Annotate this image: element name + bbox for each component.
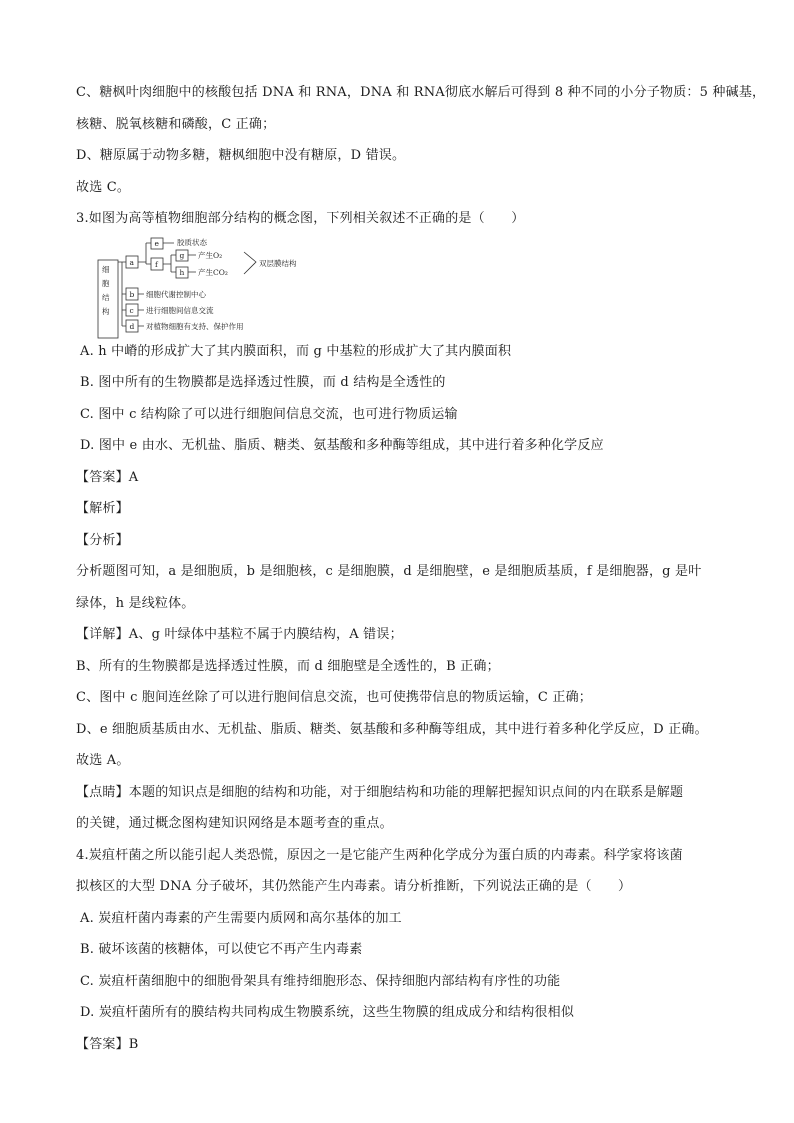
node-f: f <box>155 260 158 269</box>
option-c: C. 图中 c 结构除了可以进行细胞间信息交流，也可进行物质运输 <box>80 407 458 422</box>
node-h: h <box>179 268 185 277</box>
text-line: C、糖枫叶肉细胞中的核酸包括 DNA 和 RNA，DNA 和 RNA彻底水解后可得到 8 种不同的小分子物质：5 种碱基， <box>76 85 766 100</box>
label-b: 细胞代谢控制中心 <box>146 290 206 299</box>
option-d: D. 炭疽杆菌所有的膜结构共同构成生物膜系统，这些生物膜的组成成分和结构很相似 <box>80 1005 575 1020</box>
text-line: 故选 A。 <box>76 753 130 768</box>
root-char: 胞 <box>102 279 110 288</box>
text-line: 绿体，h 是线粒体。 <box>76 596 195 611</box>
label-c: 进行细胞间信息交流 <box>146 306 214 315</box>
analysis-heading: 【解析】 <box>76 501 129 516</box>
text-line: 【点睛】本题的知识点是细胞的结构和功能，对于细胞结构和功能的理解把握知识点间的内在联系是解题 <box>76 785 684 800</box>
node-c: c <box>129 306 134 315</box>
node-d: d <box>129 322 135 331</box>
text-line: 分析题图可知，a 是细胞质，b 是细胞核，c 是细胞膜，d 是细胞壁，e 是细胞质基质，f 是细胞器，g 是叶 <box>76 564 702 579</box>
question-3-stem: 3.如图为高等植物细胞部分结构的概念图，下列相关叙述不正确的是（ ） <box>76 211 525 226</box>
answer-label: 【答案】B <box>76 1037 139 1052</box>
option-d: D. 图中 e 由水、无机盐、脂质、糖类、氨基酸和多种酶等组成，其中进行着多种化学反应 <box>80 438 604 453</box>
text-line: D、糖原属于动物多糖，糖枫细胞中没有糖原，D 错误。 <box>76 148 406 163</box>
text-line: D、e 细胞质基质由水、无机盐、脂质、糖类、氨基酸和多种酶等组成，其中进行着多种化学反应，D 正确。 <box>76 722 708 737</box>
cell-structure-concept-diagram <box>96 236 336 340</box>
analysis-subheading: 【分析】 <box>76 533 129 548</box>
node-g: g <box>179 251 185 260</box>
option-b: B. 破坏该菌的核糖体，可以使它不再产生内毒素 <box>80 942 363 957</box>
node-e: e <box>154 239 159 248</box>
node-b: b <box>129 290 135 299</box>
answer-label: 【答案】A <box>76 470 139 485</box>
root-char: 构 <box>102 307 110 316</box>
node-a: a <box>129 258 134 267</box>
root-char: 结 <box>102 293 110 302</box>
text-line: C、图中 c 胞间连丝除了可以进行胞间信息交流，也可使携带信息的物质运输，C 正确； <box>76 690 592 705</box>
text-line: 核糖、脱氧核糖和磷酸，C 正确； <box>76 117 276 132</box>
option-b: B. 图中所有的生物膜都是选择透过性膜，而 d 结构是全透性的 <box>80 375 446 390</box>
root-char: 细 <box>102 265 110 274</box>
label-g: 产生O₂ <box>198 251 223 260</box>
text-line: 的关键，通过概念图构建知识网络是本题考查的重点。 <box>76 816 393 831</box>
label-e: 胶质状态 <box>177 238 207 247</box>
label-h: 产生CO₂ <box>198 268 228 277</box>
text-line: B、所有的生物膜都是选择透过性膜，而 d 细胞壁是全透性的，B 正确； <box>76 659 500 674</box>
question-4-stem: 4.炭疽杆菌之所以能引起人类恐慌，原因之一是它能产生两种化学成分为蛋白质的内毒素。科学家将该菌 <box>76 848 683 863</box>
option-c: C. 炭疽杆菌细胞中的细胞骨架具有维持细胞形态、保持细胞内部结构有序性的功能 <box>80 974 561 989</box>
text-line: 故选 C。 <box>76 180 131 195</box>
option-a: A. h 中嵴的形成扩大了其内膜面积，而 g 中基粒的形成扩大了其内膜面积 <box>80 344 512 359</box>
question-4-stem: 拟核区的大型 DNA 分子破坏，其仍然能产生内毒素。请分析推断，下列说法正确的是（ ） <box>76 879 632 894</box>
label-double-membrane: 双层膜结构 <box>259 259 297 268</box>
option-a: A. 炭疽杆菌内毒素的产生需要内质网和高尔基体的加工 <box>80 911 402 926</box>
label-d: 对植物细胞有支持、保护作用 <box>146 322 244 331</box>
text-line: 【详解】A、g 叶绿体中基粒不属于内膜结构，A 错误； <box>76 627 403 642</box>
concept-map-svg <box>96 236 336 340</box>
